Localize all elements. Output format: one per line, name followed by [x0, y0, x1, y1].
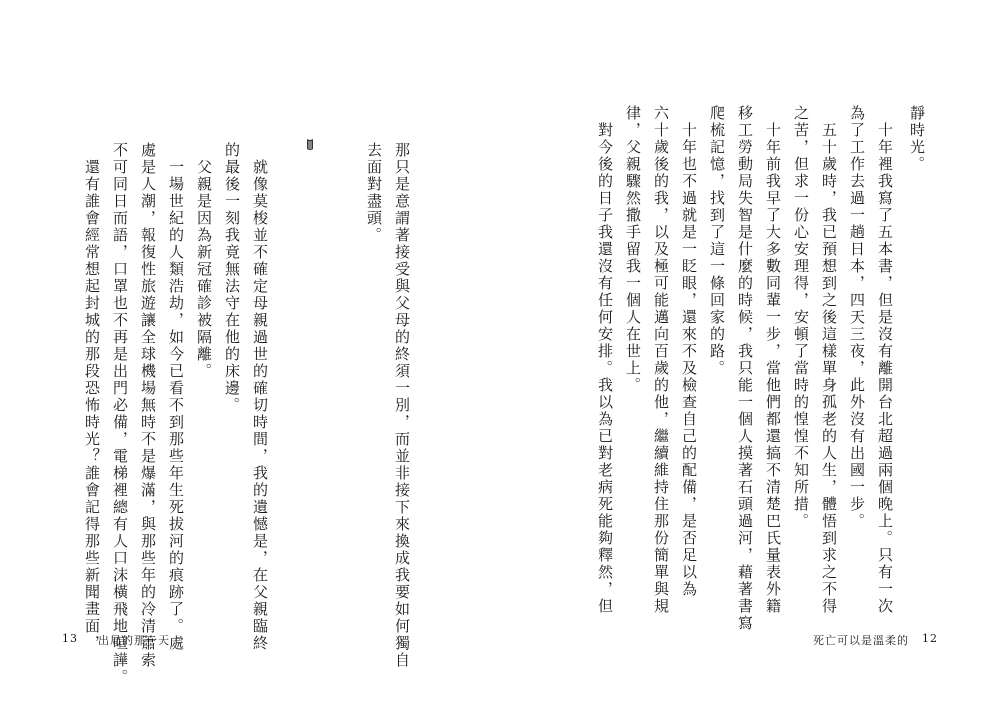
running-head: 死亡可以是溫柔的: [813, 634, 909, 647]
body-line: 律，父親驟然撒手留我一個人在世上。: [624, 105, 642, 394]
body-line: 那只是意謂著接受與父母的終須一別，而並非接下來換成我要如何獨自: [393, 142, 411, 669]
body-line: 對今後的日子我還沒有任何安排。我以為已對老病死能夠釋然，但: [596, 105, 614, 615]
body-line: 爬梳記憶，找到了這一條回家的路。: [708, 105, 726, 377]
body-line: 五十歲時，我已預想到之後這樣單身孤老的人生，體悟到求之不得: [820, 105, 838, 615]
body-line: 十年前我早了大多數同輩一步，當他們都還搞不清楚巴氏量表外籍: [764, 105, 782, 615]
body-line: 還有誰會經常想起封城的那段恐怖時光？誰會記得那些新聞畫面，: [83, 142, 101, 652]
body-line: 就像莫梭並不確定母親過世的確切時間，我的遺憾是，在父親臨終: [251, 142, 269, 652]
body-line: 處是人潮，報復性旅遊讓全球機場無時不是爆滿，與那些年的冷清蕭索: [139, 142, 157, 669]
page-number: 13: [62, 632, 78, 645]
body-line: 靜時光。: [908, 105, 926, 173]
body-line: 一場世紀的人類浩劫，如今已看不到那些年生死拔河的痕跡了。處: [167, 142, 185, 652]
body-line: 十年裡我寫了五本書，但是沒有離開台北超過兩個晚上。只有一次: [876, 105, 894, 615]
section-ornament: [305, 137, 315, 151]
body-line: 父親是因為新冠確診被隔離。: [195, 142, 213, 380]
body-line: 移工勞動局失智是什麼的時候，我只能一個人摸著石頭過河，藉著書寫: [736, 105, 754, 632]
body-line: 為了工作去過一趟日本，四天三夜，此外沒有出國一步。: [848, 105, 866, 530]
body-line: 之苦，但求一份心安理得，安頓了當時的惶惶不知所措。: [792, 105, 810, 530]
body-line: 去面對盡頭。: [365, 142, 383, 244]
body-line: 的最後一刻我竟無法守在他的床邊。: [223, 142, 241, 414]
body-line: 六十歲後的我，以及極可能邁向百歲的他，繼續維持住那份簡單與規: [652, 105, 670, 615]
right-page: [500, 0, 1000, 713]
running-head: 出局的那一天: [98, 634, 170, 647]
page-number: 12: [922, 632, 938, 645]
body-line: 十年也不過就是一眨眼，還來不及檢查自己的配備，是否足以為: [680, 105, 698, 598]
body-line: 不可同日而語，口罩也不再是出門必備，電梯裡總有人口沫橫飛地喧譁。: [111, 142, 129, 686]
